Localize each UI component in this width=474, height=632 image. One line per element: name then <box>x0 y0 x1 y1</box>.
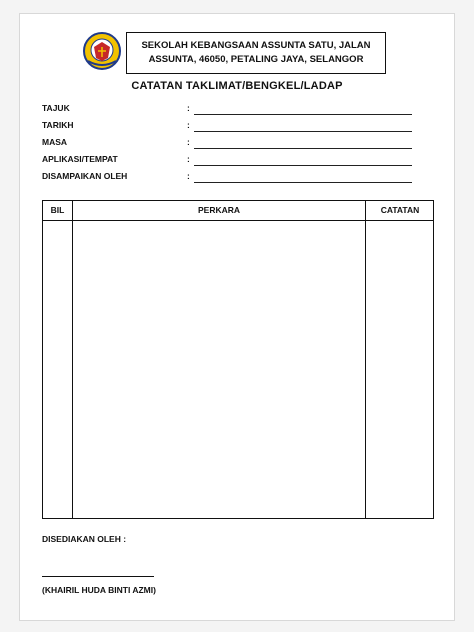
field-label: APLIKASI/TEMPAT <box>42 154 118 164</box>
signatory-name: (KHAIRIL HUDA BINTI AZMI) <box>42 585 156 595</box>
school-name-line-2: ASSUNTA, 46050, PETALING JAYA, SELANGOR <box>148 54 364 65</box>
field-tarikh <box>42 120 412 134</box>
field-aplikasi-tempat <box>42 154 412 168</box>
school-crest-icon <box>82 31 122 71</box>
table-divider <box>72 201 73 518</box>
field-entry-line[interactable] <box>194 131 412 132</box>
field-colon: : <box>187 137 190 147</box>
school-header-box <box>126 32 386 74</box>
field-disampaikan-oleh <box>42 171 412 185</box>
prepared-by-label: DISEDIAKAN OLEH : <box>42 534 127 544</box>
field-colon: : <box>187 103 190 113</box>
field-label: TARIKH <box>42 120 74 130</box>
document-title: CATATAN TAKLIMAT/BENGKEL/LADAP <box>131 80 343 92</box>
column-header-bil: BIL <box>50 205 65 215</box>
school-name-line-1: SEKOLAH KEBANGSAAN ASSUNTA SATU, JALAN <box>141 40 371 51</box>
field-entry-line[interactable] <box>194 114 412 115</box>
field-label: MASA <box>42 137 68 147</box>
table-divider <box>365 201 366 518</box>
signature-line[interactable] <box>42 576 154 577</box>
field-label: TAJUK <box>42 103 70 113</box>
notes-table <box>42 200 434 519</box>
field-colon: : <box>187 171 190 181</box>
field-entry-line[interactable] <box>194 182 412 183</box>
column-header-catatan: CATATAN <box>380 205 420 215</box>
field-entry-line[interactable] <box>194 148 412 149</box>
table-header-divider <box>43 220 433 221</box>
field-label: DISAMPAIKAN OLEH <box>42 171 128 181</box>
document-page <box>19 13 455 621</box>
field-masa <box>42 137 412 151</box>
field-colon: : <box>187 120 190 130</box>
column-header-perkara: PERKARA <box>197 205 241 215</box>
field-colon: : <box>187 154 190 164</box>
field-entry-line[interactable] <box>194 165 412 166</box>
field-tajuk <box>42 103 412 117</box>
